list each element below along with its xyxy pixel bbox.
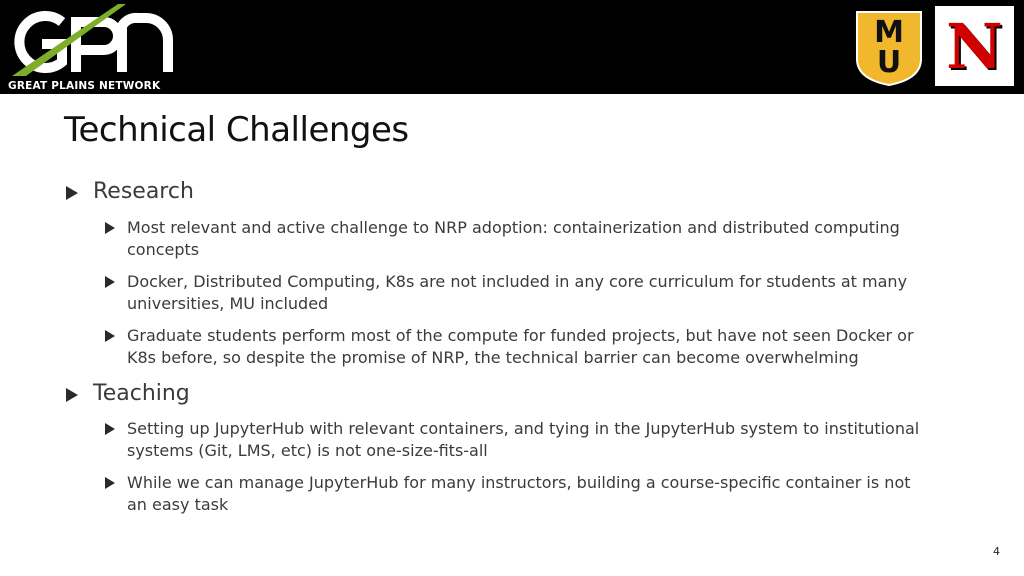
nu-logo: [935, 6, 1014, 86]
slide-title: Technical Challenges: [64, 110, 409, 150]
bullet-arrow-icon: [105, 477, 115, 489]
section-label: Research: [93, 179, 194, 204]
bullet-arrow-icon: [105, 423, 115, 435]
bullet-arrow-icon: [66, 388, 78, 402]
mu-letter-u: U: [876, 45, 902, 80]
bullet-arrow-icon: [105, 222, 115, 234]
bullet-arrow-icon: [105, 276, 115, 288]
list-item-text: While we can manage JupyterHub for many instructors, building a course-specific container is not an easy task: [127, 473, 911, 514]
mu-letters: [854, 9, 924, 87]
section-label: Teaching: [93, 381, 190, 406]
list-item-text: Most relevant and active challenge to NRP adoption: containerization and distributed computing concepts: [127, 218, 900, 259]
bullet-arrow-icon: [105, 330, 115, 342]
gpn-logo: [6, 4, 176, 90]
mu-letter-m: M: [874, 15, 904, 50]
list-item-text: Docker, Distributed Computing, K8s are not included in any core curriculum for students at many universities, MU included: [127, 272, 908, 313]
list-item-text: Setting up JupyterHub with relevant containers, and tying in the JupyterHub system to institutional systems (Git, LMS, etc) is not one-size-fits-all: [127, 419, 920, 460]
gpn-letters-graphic: [6, 4, 176, 80]
slide-number: 4: [993, 545, 1000, 558]
gpn-tagline: GREAT PLAINS NETWORK: [8, 80, 161, 92]
bullet-arrow-icon: [66, 186, 78, 200]
mu-logo: [854, 9, 924, 87]
green-slash-graphic: [12, 4, 126, 76]
header-bar: [0, 0, 1024, 94]
nu-letter-n: N: [946, 9, 1003, 83]
list-item-text: Graduate students perform most of the compute for funded projects, but have not seen Docker or K8s before, so despite the promise of NRP, the technical barrier can become overwhelming: [127, 326, 914, 367]
